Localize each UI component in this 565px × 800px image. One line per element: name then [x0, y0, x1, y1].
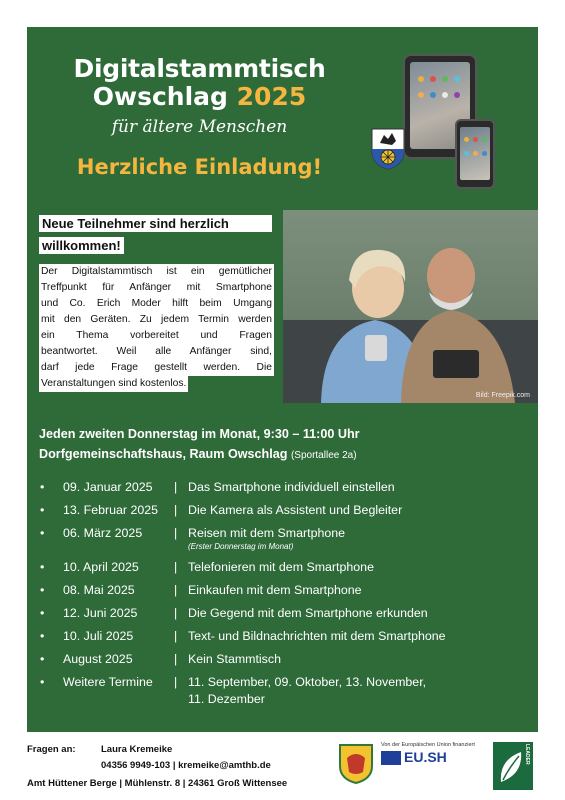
event-topic: Das Smartphone individuell einstellen: [188, 480, 395, 494]
page-title-place: [27, 82, 372, 111]
bullet: •: [40, 503, 45, 517]
app-icon: [418, 92, 424, 98]
event-date: 13. Februar 2025: [63, 503, 159, 517]
app-icon: [464, 151, 469, 156]
event-date: 10. April 2025: [63, 560, 139, 574]
app-icon: [464, 137, 469, 142]
location-address: (Sportallee 2a): [290, 450, 357, 461]
contact-label: Fragen an:: [27, 744, 76, 755]
event-note: (Erster Donnerstag im Monat): [188, 542, 294, 551]
event-topic: Reisen mit dem Smartphone: [188, 526, 346, 540]
event-item: [27, 606, 538, 629]
location-name: Dorfgemeinschaftshaus, Raum Owschlag: [39, 447, 288, 461]
municipal-crest-logo-icon: [339, 744, 373, 784]
event-item: [27, 629, 538, 652]
separator: |: [174, 503, 178, 517]
event-item: [27, 526, 538, 560]
intro-line: mit den Geräten. Zu jedem Termin werden: [39, 312, 274, 328]
event-item: [27, 652, 538, 675]
event-topic: Einkaufen mit dem Smartphone: [188, 583, 362, 597]
office-address: Amt Hüttener Berge | Mühlenstr. 8 | 24361 Groß Wittensee: [27, 778, 288, 789]
owschlag-crest-icon: [370, 127, 406, 171]
event-topic: 11. September, 09. Oktober, 13. November,: [188, 675, 427, 689]
bullet: •: [40, 480, 45, 494]
flyer-panel: [27, 27, 538, 732]
app-icon: [473, 137, 478, 142]
seniors-photo: [283, 210, 538, 403]
separator: |: [174, 526, 178, 540]
separator: |: [174, 583, 178, 597]
app-icon: [454, 92, 460, 98]
title-year: 2025: [236, 82, 307, 111]
event-topic-continued: 11. Dezember: [188, 692, 265, 706]
phone-image: [455, 119, 495, 189]
app-icon: [418, 76, 424, 82]
intro-heading-2: willkommen!: [39, 237, 124, 254]
eu-flag-icon: [381, 751, 401, 765]
bullet: •: [40, 526, 45, 540]
separator: |: [174, 652, 178, 666]
intro-line: Veranstaltungen sind kostenlos.: [39, 376, 188, 392]
bullet: •: [40, 583, 45, 597]
app-icon: [482, 151, 487, 156]
separator: |: [174, 606, 178, 620]
app-icon: [430, 92, 436, 98]
leader-text: LEADER: [524, 744, 530, 765]
intro-line: und Co. Erich Moder hilft beim Umgang: [39, 296, 274, 312]
contact-name: Laura Kremeike: [101, 744, 173, 755]
bullet: •: [40, 560, 45, 574]
app-icon: [454, 76, 460, 82]
intro-text: [39, 264, 274, 392]
phone-screen: [460, 127, 490, 180]
footer: [27, 740, 538, 800]
schedule-location: [39, 447, 357, 461]
eu-sh-text: EU.SH: [404, 749, 447, 765]
event-topic: Die Kamera als Assistent und Begleiter: [188, 503, 403, 517]
event-date: 09. Januar 2025: [63, 480, 153, 494]
app-icon: [430, 76, 436, 82]
event-topic: Telefonieren mit dem Smartphone: [188, 560, 374, 574]
event-date: 08. Mai 2025: [63, 583, 135, 597]
leader-logo: [493, 742, 533, 790]
event-list: [27, 480, 538, 715]
app-icon: [442, 92, 448, 98]
invitation-heading: Herzliche Einladung!: [76, 155, 323, 179]
separator: |: [174, 560, 178, 574]
eu-funding-logo: [381, 742, 491, 794]
event-topic: Die Gegend mit dem Smartphone erkunden: [188, 606, 428, 620]
photo-credit: Bild: Freepik.com: [475, 392, 530, 399]
event-item: [27, 583, 538, 606]
schedule-time: Jeden zweiten Donnerstag im Monat, 9:30 – 11:00 Uhr: [39, 427, 360, 441]
event-item: [27, 560, 538, 583]
seniors-illustration: [283, 210, 538, 403]
intro-line: darf jede Frage gestellt werden. Die: [39, 360, 274, 376]
event-item: [27, 675, 538, 715]
subtitle: für ältere Menschen: [111, 117, 288, 137]
page-title: Digitalstammtisch: [73, 54, 326, 83]
bullet: •: [40, 652, 45, 666]
title-place: Owschlag: [92, 82, 228, 111]
bullet: •: [40, 675, 45, 689]
event-date: Weitere Termine: [63, 675, 153, 689]
event-date: August 2025: [63, 652, 133, 666]
bullet: •: [40, 629, 45, 643]
event-topic: Text- und Bildnachrichten mit dem Smartphone: [188, 629, 446, 643]
event-item: [27, 503, 538, 526]
intro-line: ein Thema vorbereitet und Fragen: [39, 328, 274, 344]
intro-line: beantwortet. Weil alle Anfänger sind,: [39, 344, 274, 360]
event-date: 10. Juli 2025: [63, 629, 134, 643]
event-date: 06. März 2025: [63, 526, 143, 540]
event-topic: Kein Stammtisch: [188, 652, 281, 666]
contact-details: 04356 9949-103 | kremeike@amthb.de: [101, 760, 271, 771]
eu-caption: Von der Europäischen Union finanziert: [381, 742, 475, 748]
intro-line: Treffpunkt für Anfänger mit Smartphone: [39, 280, 274, 296]
app-icon: [473, 151, 478, 156]
intro-heading: Neue Teilnehmer sind herzlich: [39, 215, 272, 232]
separator: |: [174, 480, 178, 494]
app-icon: [482, 137, 487, 142]
event-item: [27, 480, 538, 503]
app-icon: [442, 76, 448, 82]
separator: |: [174, 675, 178, 689]
separator: |: [174, 629, 178, 643]
bullet: •: [40, 606, 45, 620]
event-date: 12. Juni 2025: [63, 606, 138, 620]
intro-line: Der Digitalstammtisch ist ein gemütlicher: [39, 264, 274, 280]
